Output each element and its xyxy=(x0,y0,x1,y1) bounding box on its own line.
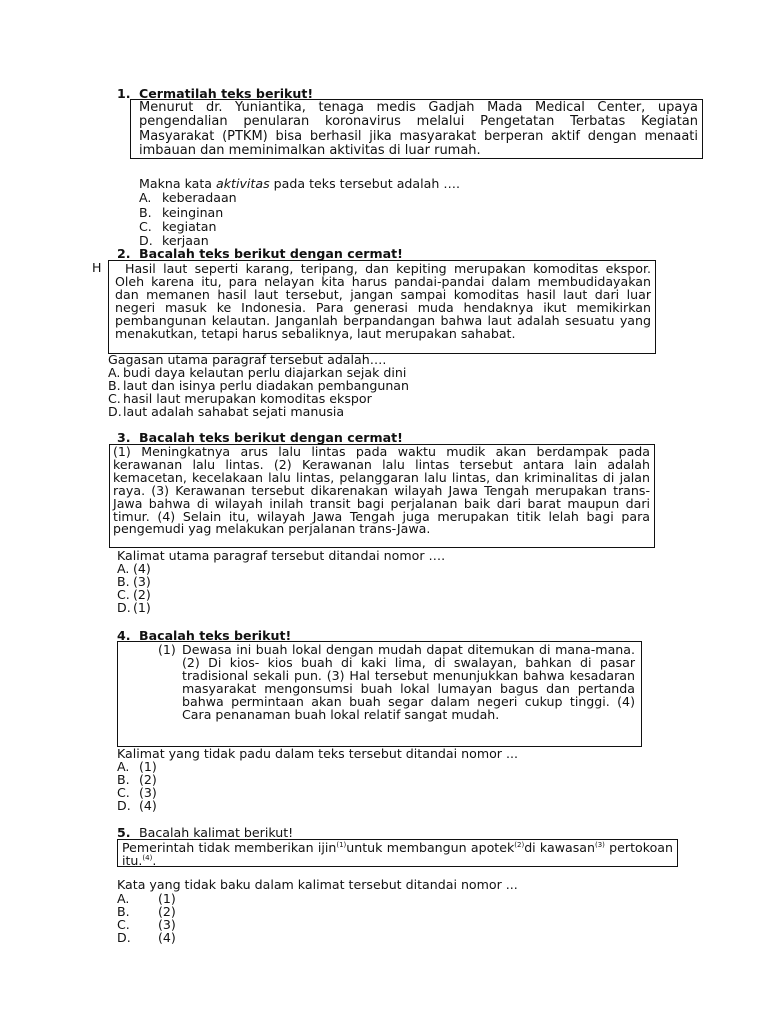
q1-number: 1. xyxy=(117,86,131,101)
q5-option-key: B. xyxy=(117,904,130,919)
q1-passage-box xyxy=(130,99,703,159)
q3-option-d[interactable] xyxy=(117,601,151,614)
q1-question-italic: aktivitas xyxy=(216,176,270,191)
q3-passage: (1) Meningkatnya arus lalu lintas pada waktu mudik akan berdampak pada kerawanan lalu lintas. (2) Kerawanan lalu lintas tersebut antara lain adalah kemacetan, kecelakaan lalu lintas, pelanggaran lalu lintas, dan kriminalitas di jalan raya. (3) Kerawanan tersebut dikarenakan wilayah Jawa Tengah merupakan trans-Jawa bahwa di wilayah inilah transit bagi perjalanan baik dari barat maupun dari timur. (4) Selain itu, wilayah Jawa Tengah juga merupakan titik lelah bagi para pengemudi yag melakukan perjalanan trans-Jawa. xyxy=(113,444,650,537)
q4-option-text: (1) xyxy=(139,759,157,774)
q5-marker-3: (3) xyxy=(595,841,605,849)
q5-option-text: (3) xyxy=(158,917,176,932)
q2-option-key: C. xyxy=(108,391,121,406)
q2-option-key: B. xyxy=(108,378,121,393)
q4-passage-item xyxy=(158,643,635,722)
q3-title: Bacalah teks berikut dengan cermat! xyxy=(139,430,403,445)
q5-sentence-part: Pemerintah tidak memberikan ijin xyxy=(122,840,337,855)
q5-option-key: A. xyxy=(117,891,130,906)
q4-question: Kalimat yang tidak padu dalam teks tersebut ditandai nomor ... xyxy=(117,746,518,761)
q5-sentence-part: untuk membangun apotek xyxy=(346,840,515,855)
q1-passage: Menurut dr. Yuniantika, tenaga medis Gadjah Mada Medical Center, upaya pengendalian penularan koronavirus melalui Pengetatan Terbatas Kegiatan Masyarakat (PTKM) bisa berhasil jika masyarakat berperan aktif dengan menaati imbauan dan meminimalkan aktivitas di luar rumah. xyxy=(139,100,698,159)
q5-option-key: D. xyxy=(117,930,131,945)
q1-question-pre: Makna kata xyxy=(139,176,217,191)
q4-option-key: D. xyxy=(117,798,131,813)
q5-sentence-part: pertokoan itu. xyxy=(122,840,673,868)
q1-option-key: C. xyxy=(139,219,152,234)
q5-sentence-part: di kawasan xyxy=(524,840,595,855)
q1-option-key: A. xyxy=(139,190,152,205)
q4-option-text: (4) xyxy=(139,798,157,813)
q1-option-text: kegiatan xyxy=(162,219,217,234)
q1-option-a[interactable] xyxy=(139,191,237,204)
q2-question: Gagasan utama paragraf tersebut adalah…. xyxy=(108,352,387,367)
q5-marker-2: (2) xyxy=(514,841,525,849)
q4-passage: Dewasa ini buah lokal dengan mudah dapat ditemukan di mana-mana. (2) Di kios- kios buah di kaki lima, di swalayan, bahkan di pasar tradisional sekali pun. (3) Hal tersebut menunjukkan bahwa kesadaran masyarakat mengonsumsi buah lokal lumayan bagus dan pertanda bahwa permintaan akan buah segar dalam negeri cukup tinggi. (4) Cara penanaman buah lokal relatif sangat mudah. xyxy=(182,642,635,723)
q5-option-text: (2) xyxy=(158,904,176,919)
q1-question-post: pada teks tersebut adalah …. xyxy=(269,176,460,191)
q3-question: Kalimat utama paragraf tersebut ditandai nomor …. xyxy=(117,548,446,563)
q2-option-text: budi daya kelautan perlu diajarkan sejak dini xyxy=(123,365,407,380)
q5-question: Kata yang tidak baku dalam kalimat tersebut ditandai nomor ... xyxy=(117,877,518,892)
q1-option-text: keberadaan xyxy=(162,190,237,205)
q4-option-text: (3) xyxy=(139,785,157,800)
q2-margin-mark: H xyxy=(92,260,102,275)
q2-passage: Hasil laut seperti karang, teripang, dan kepiting merupakan komoditas ekspor. Oleh karena itu, para nelayan kita harus pandai-pandai dalam membudidayakan dan memanen hasil laut tersebut, jangan sampai komoditas hasil laut dari luar negeri masuk ke Indonesia. Para generasi muda hendaknya ikut memikirkan pembangunan kelautan. Janganlah berpandangan bahwa laut adalah sesuatu yang menakutkan, tetapi harus sebaliknya, laut merupakan sahabat. xyxy=(115,261,651,342)
q1-option-c[interactable] xyxy=(139,220,216,233)
q5-sentence-part: . xyxy=(152,853,157,868)
q5-option-d[interactable] xyxy=(117,931,176,944)
q2-number: 2. xyxy=(117,246,131,261)
q1-title: Cermatilah teks berikut! xyxy=(139,86,314,101)
q3-option-text: (2) xyxy=(133,587,151,602)
q2-heading xyxy=(117,247,403,260)
q5-title: Bacalah kalimat berikut! xyxy=(139,825,294,840)
q4-title: Bacalah teks berikut! xyxy=(139,628,292,643)
q3-option-key: C. xyxy=(117,587,130,602)
q5-heading xyxy=(117,826,293,839)
q3-option-text: (3) xyxy=(133,574,151,589)
q2-passage-box xyxy=(108,260,656,354)
q5-option-text: (4) xyxy=(158,930,176,945)
q5-number: 5. xyxy=(117,825,131,840)
q4-number: 4. xyxy=(117,628,131,643)
q4-passage-box xyxy=(117,641,642,747)
q1-option-key: B. xyxy=(139,205,152,220)
q4-option-text: (2) xyxy=(139,772,157,787)
q5-option-text: (1) xyxy=(158,891,176,906)
q2-option-text: laut dan isinya perlu diadakan pembangunan xyxy=(123,378,410,393)
q3-option-text: (4) xyxy=(133,561,151,576)
q5-marker-4: (4) xyxy=(142,854,153,862)
q4-option-key: A. xyxy=(117,759,130,774)
q2-title: Bacalah teks berikut dengan cermat! xyxy=(139,246,403,261)
q3-option-text: (1) xyxy=(133,600,151,615)
q4-passage-label: (1) xyxy=(158,642,176,657)
q4-option-key: C. xyxy=(117,785,130,800)
q3-option-key: A. xyxy=(117,561,130,576)
q2-option-d[interactable] xyxy=(108,405,344,418)
q1-option-text: kerjaan xyxy=(162,233,209,248)
q1-option-text: keinginan xyxy=(162,205,224,220)
q2-option-text: laut adalah sahabat sejati manusia xyxy=(123,404,345,419)
q5-option-key: C. xyxy=(117,917,130,932)
q2-option-key: A. xyxy=(108,365,121,380)
q2-option-key: D. xyxy=(108,404,122,419)
q3-option-key: B. xyxy=(117,574,130,589)
q1-option-b[interactable] xyxy=(139,206,223,219)
q5-marker-1: (1) xyxy=(336,841,347,849)
q2-option-text: hasil laut merupakan komoditas ekspor xyxy=(123,391,372,406)
q1-question xyxy=(139,177,460,190)
q1-option-key: D. xyxy=(139,233,153,248)
q4-option-key: B. xyxy=(117,772,130,787)
q3-heading xyxy=(117,431,403,444)
q3-passage-box xyxy=(109,444,655,548)
q5-sentence-box xyxy=(117,839,678,867)
q3-option-key: D. xyxy=(117,600,131,615)
q4-option-d[interactable] xyxy=(117,799,157,812)
q3-number: 3. xyxy=(117,430,131,445)
